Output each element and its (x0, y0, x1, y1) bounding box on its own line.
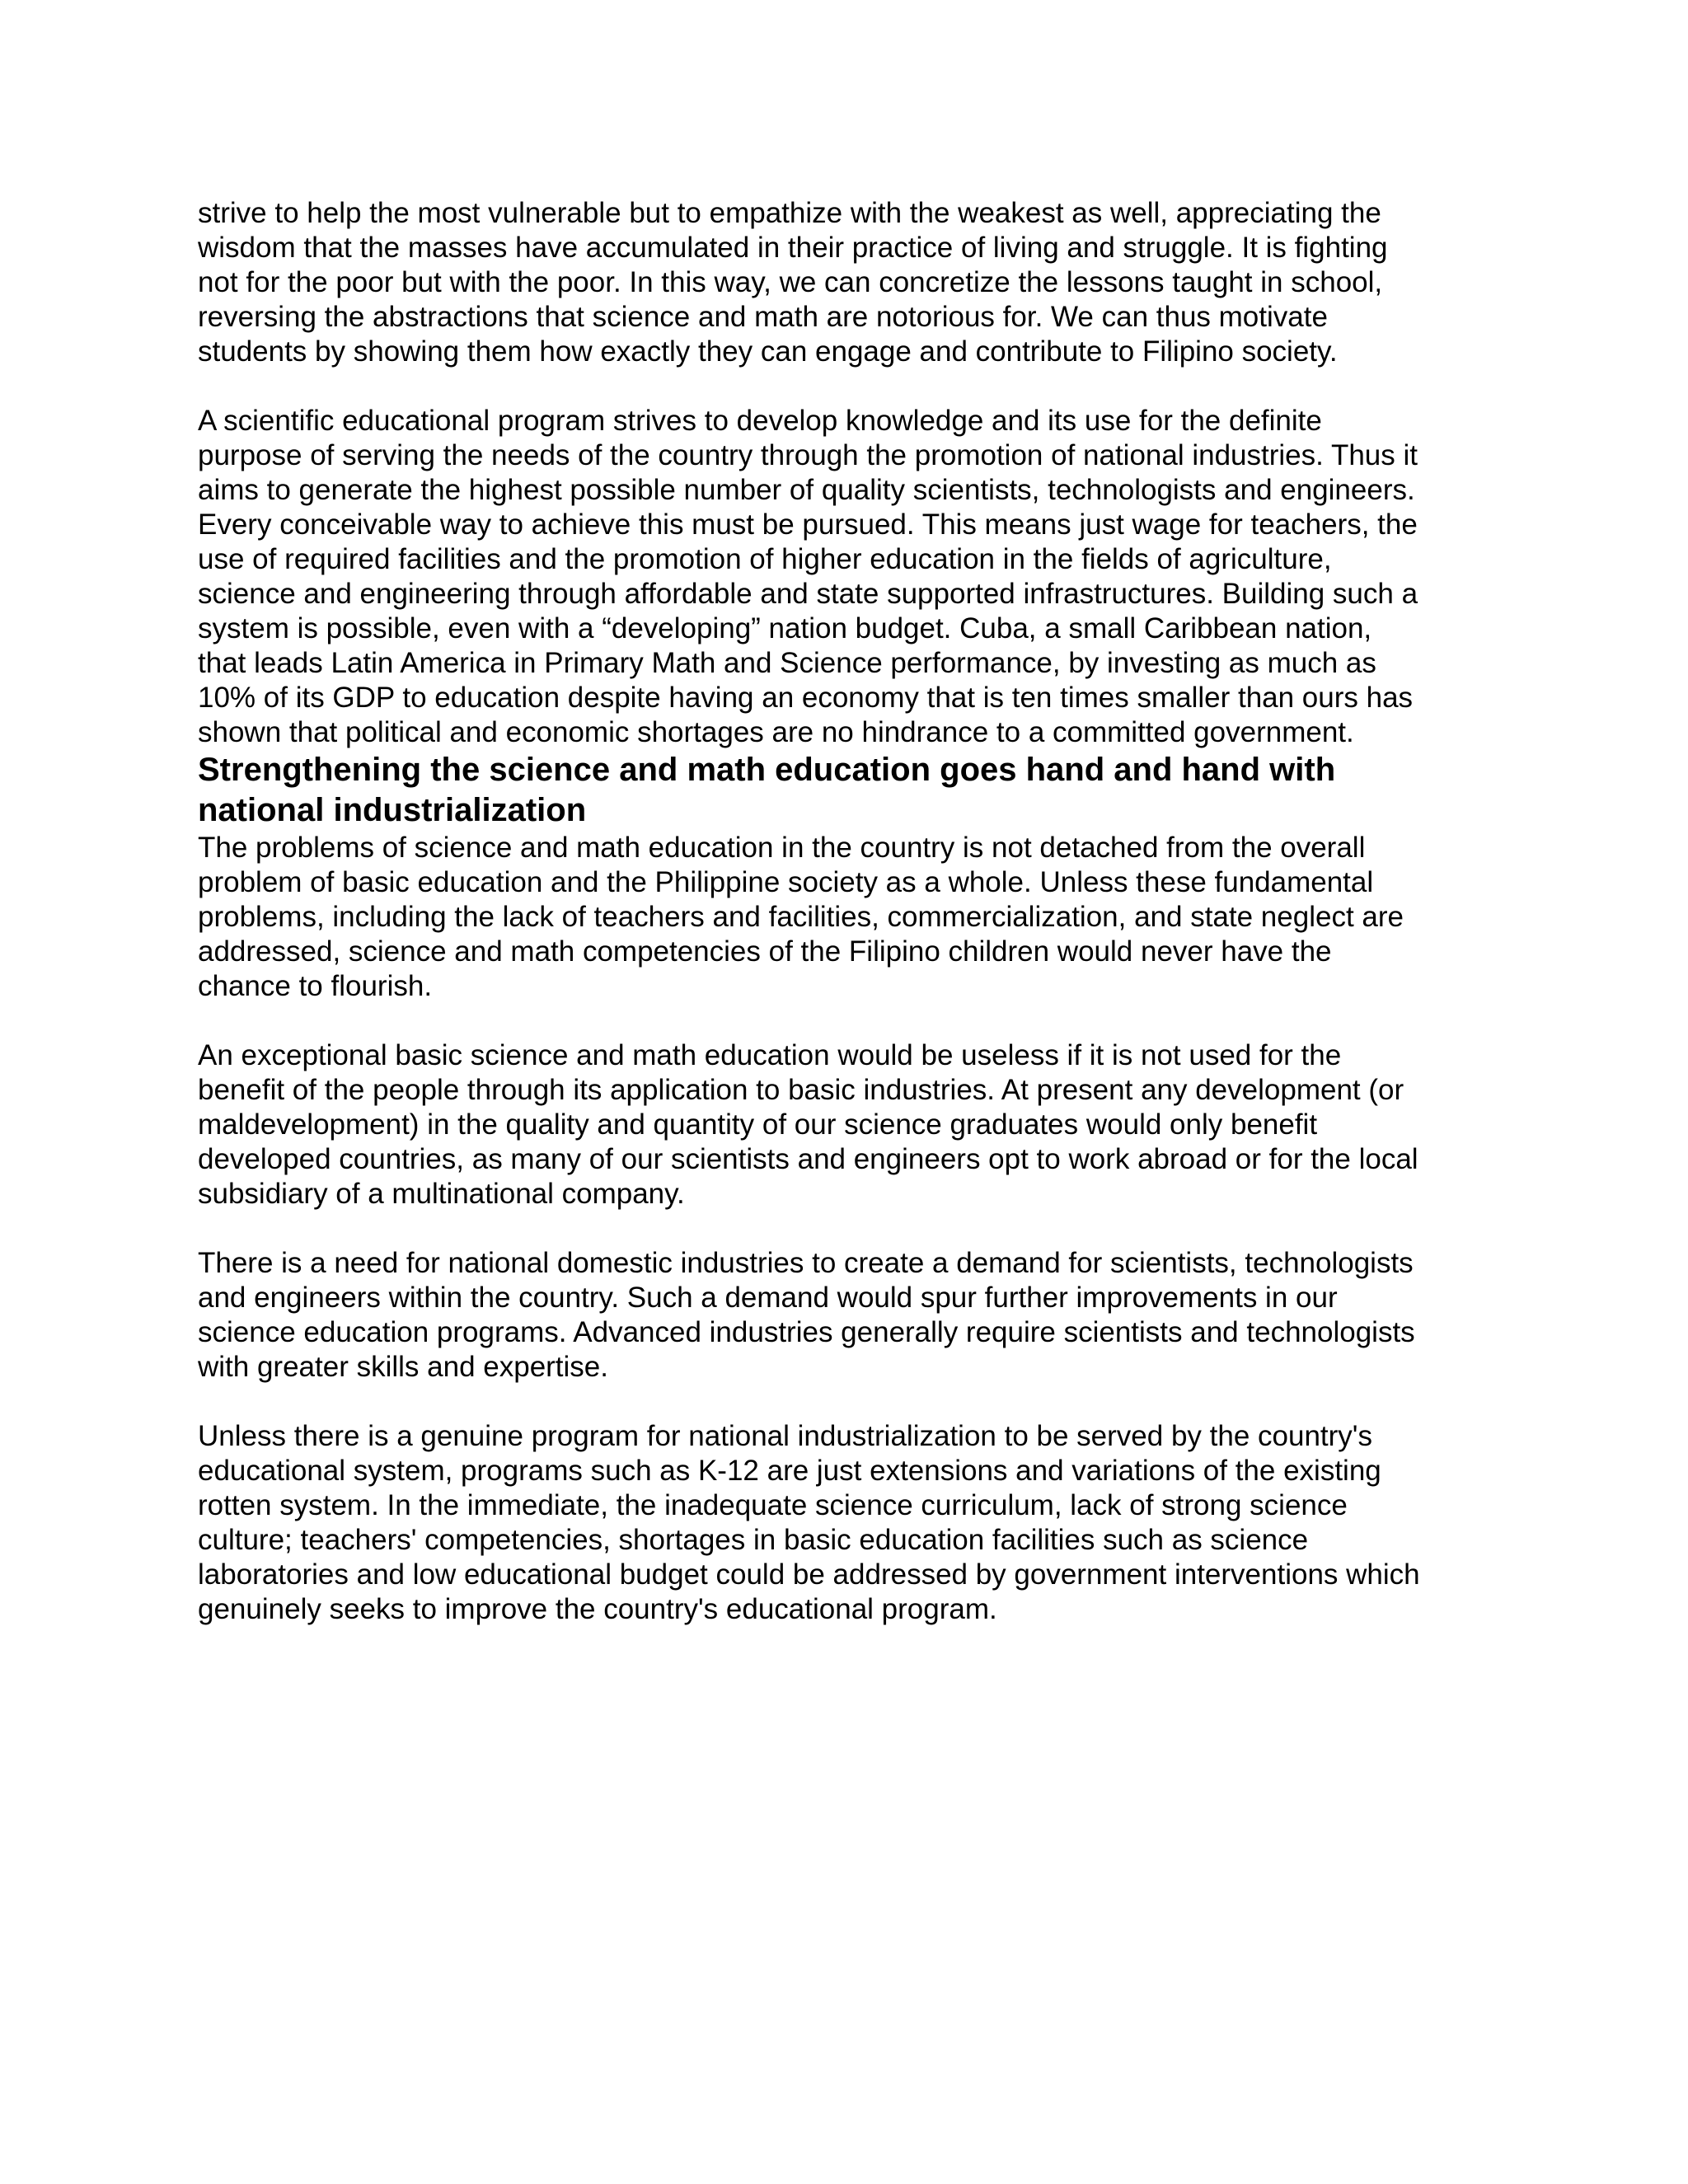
text-line: that leads Latin America in Primary Math and Science performance, by investing as much as (198, 647, 1376, 679)
document-body (198, 196, 1500, 1627)
text-line: rotten system. In the immediate, the inadequate science curriculum, lack of strong science (198, 1489, 1348, 1521)
heading-line: national industrialization (198, 792, 587, 828)
text-line: problems, including the lack of teachers and facilities, commercialization, and state neglect are (198, 901, 1404, 933)
text-line: science education programs. Advanced industries generally require scientists and technologists (198, 1316, 1415, 1348)
text-line: strive to help the most vulnerable but to empathize with the weakest as well, appreciating the (198, 197, 1381, 229)
text-line: benefit of the people through its application to basic industries. At present any development (or (198, 1074, 1404, 1106)
text-line: chance to flourish. (198, 970, 433, 1002)
section-heading (198, 750, 1500, 831)
paragraph-2 (198, 404, 1500, 750)
text-line: culture; teachers' competencies, shortages in basic education facilities such as science (198, 1524, 1309, 1556)
text-line: Unless there is a genuine program for national industrialization to be served by the country's (198, 1420, 1372, 1452)
text-line: developed countries, as many of our scientists and engineers opt to work abroad or for the local (198, 1143, 1418, 1175)
text-line: laboratories and low educational budget could be addressed by government interventions which (198, 1558, 1420, 1591)
text-line: genuinely seeks to improve the country's educational program. (198, 1593, 997, 1625)
paragraph-4 (198, 1038, 1500, 1212)
text-line: maldevelopment) in the quality and quantity of our science graduates would only benefit (198, 1108, 1318, 1141)
paragraph-6 (198, 1419, 1500, 1627)
text-line: shown that political and economic shortages are no hindrance to a committed government. (198, 716, 1354, 748)
text-line: aims to generate the highest possible number of quality scientists, technologists and engineers. (198, 474, 1415, 506)
text-line: wisdom that the masses have accumulated in their practice of living and struggle. It is fighting (198, 232, 1388, 264)
text-line: An exceptional basic science and math education would be useless if it is not used for the (198, 1039, 1342, 1071)
text-line: The problems of science and math education in the country is not detached from the overall (198, 832, 1366, 864)
text-line: science and engineering through affordable and state supported infrastructures. Building such a (198, 578, 1418, 610)
text-line: with greater skills and expertise. (198, 1351, 608, 1383)
text-line: 10% of its GDP to education despite having an economy that is ten times smaller than ours has (198, 682, 1414, 714)
text-line: students by showing them how exactly they can engage and contribute to Filipino society. (198, 335, 1338, 368)
text-line: not for the poor but with the poor. In this way, we can concretize the lessons taught in school, (198, 266, 1383, 298)
text-line: A scientific educational program strives to develop knowledge and its use for the definite (198, 405, 1322, 437)
text-line: and engineers within the country. Such a demand would spur further improvements in our (198, 1282, 1338, 1314)
text-line: system is possible, even with a “developing” nation budget. Cuba, a small Caribbean nation, (198, 612, 1372, 644)
text-line: subsidiary of a multinational company. (198, 1178, 685, 1210)
text-line: use of required facilities and the promotion of higher education in the fields of agriculture, (198, 543, 1332, 575)
paragraph-5 (198, 1246, 1500, 1385)
text-line: There is a need for national domestic industries to create a demand for scientists, technologists (198, 1247, 1414, 1279)
paragraph-3 (198, 831, 1500, 1004)
text-line: reversing the abstractions that science and math are notorious for. We can thus motivate (198, 301, 1328, 333)
text-line: problem of basic education and the Philippine society as a whole. Unless these fundamental (198, 866, 1374, 898)
text-line: addressed, science and math competencies of the Filipino children would never have the (198, 935, 1332, 968)
text-line: Every conceivable way to achieve this must be pursued. This means just wage for teachers, the (198, 509, 1418, 541)
text-line: purpose of serving the needs of the country through the promotion of national industries. Thus it (198, 439, 1418, 471)
paragraph-1 (198, 196, 1500, 369)
text-line: educational system, programs such as K-12 are just extensions and variations of the existing (198, 1455, 1381, 1487)
heading-line: Strengthening the science and math education goes hand and hand with (198, 752, 1336, 788)
